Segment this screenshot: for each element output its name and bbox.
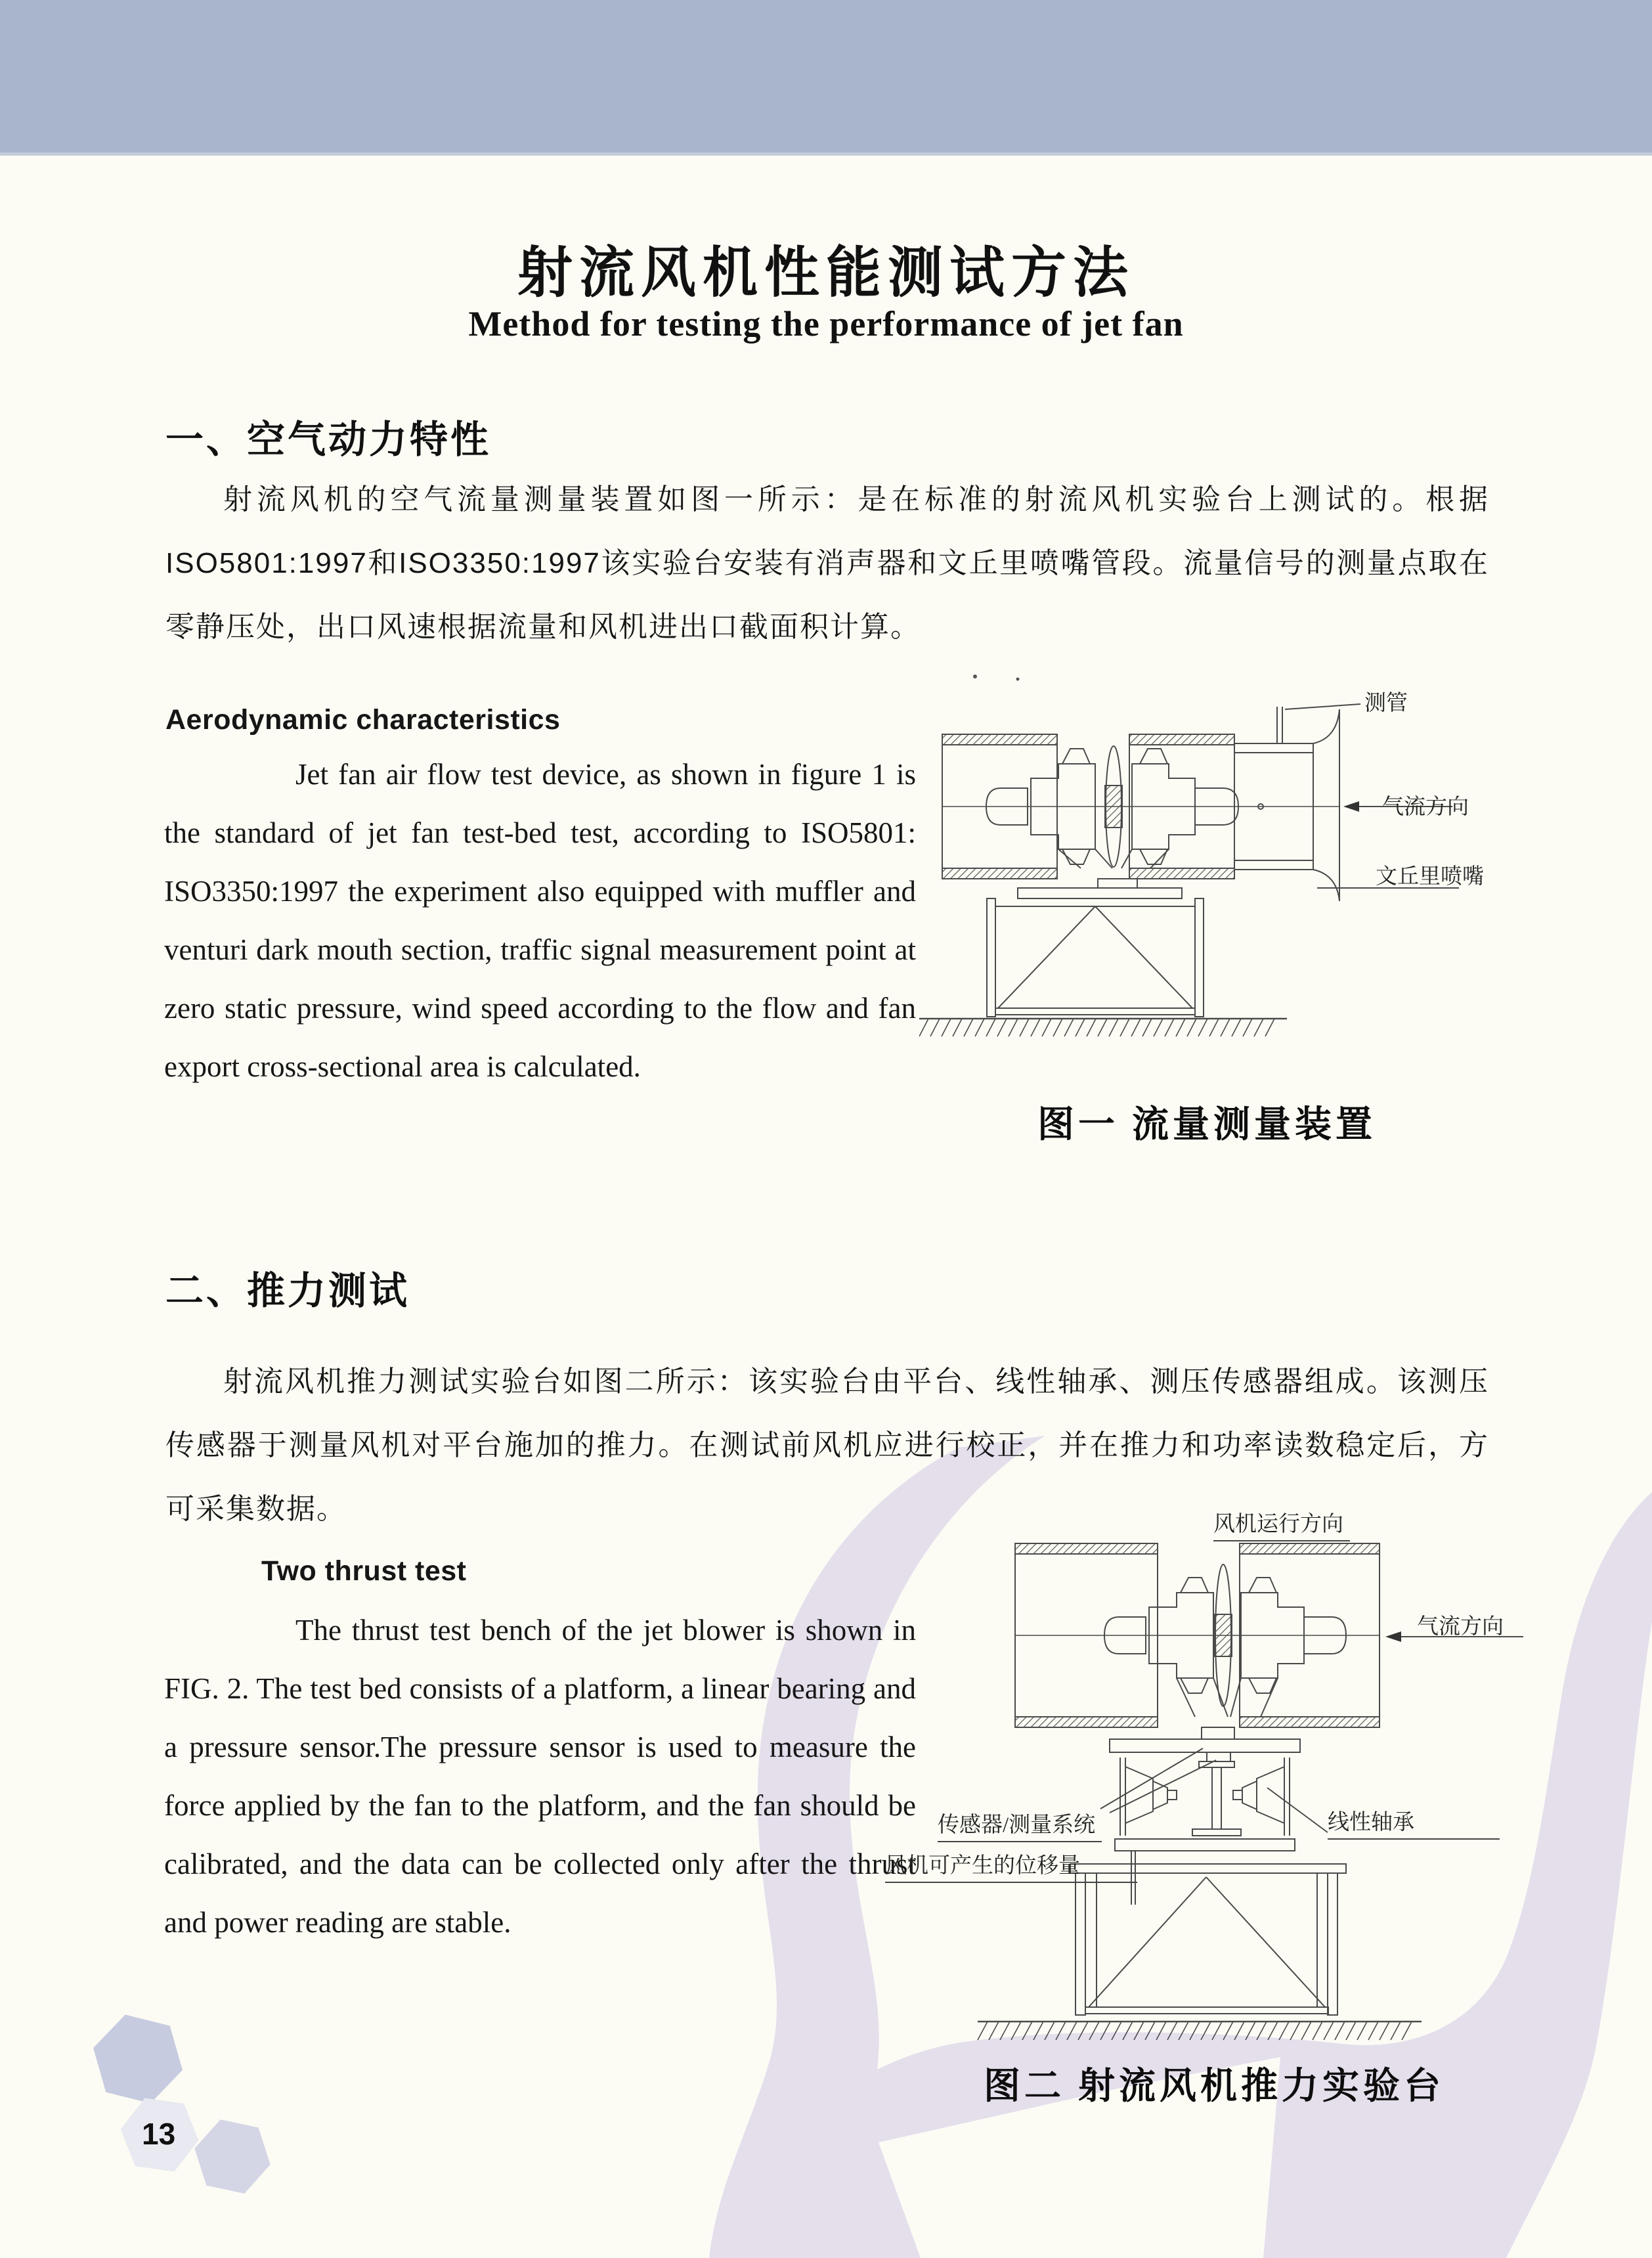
figure-2-label-bearing: 线性轴承	[1328, 1805, 1500, 1840]
figure-1-label-tube: 测管	[1364, 692, 1408, 715]
hexagon-decoration-3	[188, 2115, 278, 2198]
figure-2-label-displacement: 风机可产生的位移量	[885, 1848, 1137, 1883]
figure-2-label-sensor: 传感器/测量系统	[938, 1807, 1102, 1842]
section-2-heading-en: Two thrust test	[261, 1555, 467, 1587]
section-2-heading: 二、推力测试	[165, 1270, 410, 1312]
figure-2-label-airflow: 气流方向	[1417, 1615, 1504, 1639]
hexagon-decoration-1	[83, 2009, 192, 2109]
arrow-left-icon	[1385, 1631, 1401, 1642]
figure-2-thrust-bench-diagram	[919, 1504, 1536, 2049]
top-banner	[0, 0, 1652, 156]
figure-2-caption: 图二 射流风机推力实验台	[984, 2066, 1445, 2107]
page-subtitle: Method for testing the performance of jet fan	[468, 304, 1184, 343]
arrow-left-icon	[1343, 801, 1359, 812]
figure-1-label-venturi: 文丘里喷嘴	[1376, 865, 1484, 889]
figure-1-label-airflow: 气流方向	[1382, 795, 1469, 819]
figure-1-flow-device-diagram	[919, 657, 1576, 1156]
section-1-heading: 一、空气动力特性	[165, 418, 492, 461]
page-title: 射流风机性能测试方法	[517, 242, 1135, 303]
section-2-paragraph-en: The thrust test bench of the jet blower is shown in FIG. 2. The test bed consists of a platform, a linear bearing and a pressure sensor.The pressure sensor is used to measure the force applied by the fan to the platform, and the fan should be calibrated, and the data can be collected only after the thrust and power reading are stable.	[164, 1614, 916, 1939]
section-2-paragraph-zh: 射流风机推力测试实验台如图二所示：该实验台由平台、线性轴承、测压传感器组成。该测压传感器于测量风机对平台施加的推力。在测试前风机应进行校正，并在推力和功率读数稳定后，方可采集数据。	[165, 1365, 1489, 1525]
section-1-paragraph-zh: 射流风机的空气流量测量装置如图一所示：是在标准的射流风机实验台上测试的。根据ISO5801:1997和ISO3350:1997该实验台安装有消声器和文丘里喷嘴管段。流量信号的测量点取在零静压处，出口风速根据流量和风机进出口截面积计算。	[165, 483, 1489, 643]
figure-1-caption: 图一 流量测量装置	[1037, 1105, 1376, 1145]
section-1-heading-en: Aerodynamic characteristics	[165, 704, 561, 736]
figure-2-label-run-direction: 风机运行方向	[1213, 1507, 1350, 1541]
section-1-paragraph-en: Jet fan air flow test device, as shown in figure 1 is the standard of jet fan test-bed test, according to ISO5801: ISO3350:1997 the experiment also equipped with muffler and venturi dark mouth section, traffic signal measurement point at zero static pressure, wind speed according to the flow and fan export cross-sectional area is calculated.	[164, 758, 916, 1083]
page-number: 13	[142, 2117, 176, 2151]
